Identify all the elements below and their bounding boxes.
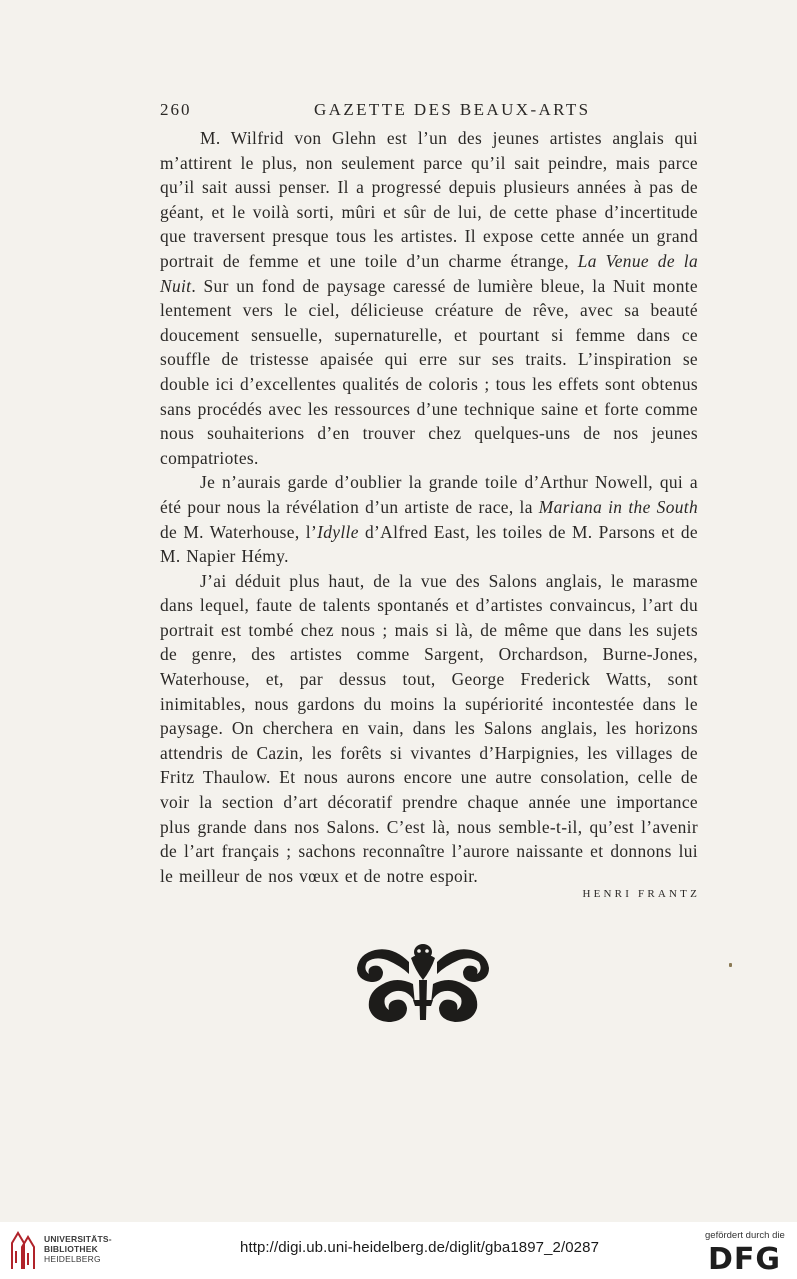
page-number: 260 bbox=[160, 100, 192, 119]
permalink-url[interactable]: http://digi.ub.uni-heidelberg.de/diglit/gba1897_2/0287 bbox=[240, 1239, 600, 1256]
paragraph-2: Je n’aurais garde d’oublier la grande toile d’Arthur Nowell, qui a été pour nous la révélation d’un artiste de race, la Mariana in the South de M. Waterhouse, l’Idylle d’Alfred East, les toiles de M. Parsons et de M. Napier Hémy. bbox=[160, 472, 699, 567]
library-name: UNIVERSITÄTS- BIBLIOTHEK HEIDELBERG bbox=[44, 1234, 112, 1264]
journal-title: GAZETTE DES BEAUX-ARTS bbox=[314, 100, 591, 119]
artwork-title: Idylle bbox=[317, 521, 359, 542]
university-library-logo-icon bbox=[8, 1229, 38, 1271]
article-body bbox=[160, 126, 698, 888]
paper-speck bbox=[729, 963, 732, 967]
floral-ornament-icon bbox=[353, 940, 493, 1024]
funding-caption: gefördert durch die bbox=[705, 1230, 785, 1241]
author-signature: HENRI FRANTZ bbox=[582, 888, 700, 900]
dfg-logo: DFG bbox=[708, 1242, 782, 1277]
digitization-footer bbox=[0, 1222, 797, 1279]
paragraph-1: M. Wilfrid von Glehn est l’un des jeunes artistes anglais qui m’attirent le plus, non seulement parce qu’il sait peindre, mais parce qu’il sait aussi penser. Il a progressé depuis plusieurs années à pas de géant, et le voilà sorti, mûri et sûr de lui, de cette phase d’incertitude que traversent presque tous les artistes. Il expose cette année un grand portrait de femme et une toile d’un charme étrange, La Venue de la Nuit. Sur un fond de paysage caressé de lumière bleue, la Nuit monte lentement vers le ciel, délicieuse créature de rêve, avec sa beauté doucement sensuelle, supernaturelle, et pourtant si femme dans ce souffle de tristesse apaisée qui erre sur ses traits. L’inspiration se double ici d’excellentes qualités de coloris ; tous les effets sont obtenus sans procédés avec les ressources d’une technique saine et forte comme nous souhaiterions d’en trouver chez quelques-uns de nos jeunes compatriotes. bbox=[160, 128, 698, 468]
running-head bbox=[160, 100, 700, 124]
artwork-title: La Venue de la Nuit bbox=[160, 250, 698, 296]
artwork-title: Mariana in the South bbox=[538, 496, 699, 517]
paragraph-3: J’ai déduit plus haut, de la vue des Salons anglais, le marasme dans lequel, faute de talents spontanés et d’artistes convaincus, l’art du portrait est tombé chez nous ; mais si là, de même que dans les sujets de genre, des artistes comme Sargent, Orchardson, Burne-Jones, Waterhouse, et, par dessus tout, George Frederick Watts, sont inimitables, nous gardons du moins la supériorité incontestée dans le paysage. On cherchera en vain, dans les Salons anglais, les horizons attendris de Cazin, les forêts si vivantes d’Harpignies, les villages de Fritz Thaulow. Et nous aurons encore une autre consolation, celle de voir la section d’art décoratif prendre chaque année une importance plus grande dans nos Salons. C’est là, nous semble-t-il, qu’est l’avenir de l’art français ; sachons reconnaître l’aurore naissante et donnons lui le meilleur de nos vœux et de notre espoir. bbox=[160, 570, 698, 886]
